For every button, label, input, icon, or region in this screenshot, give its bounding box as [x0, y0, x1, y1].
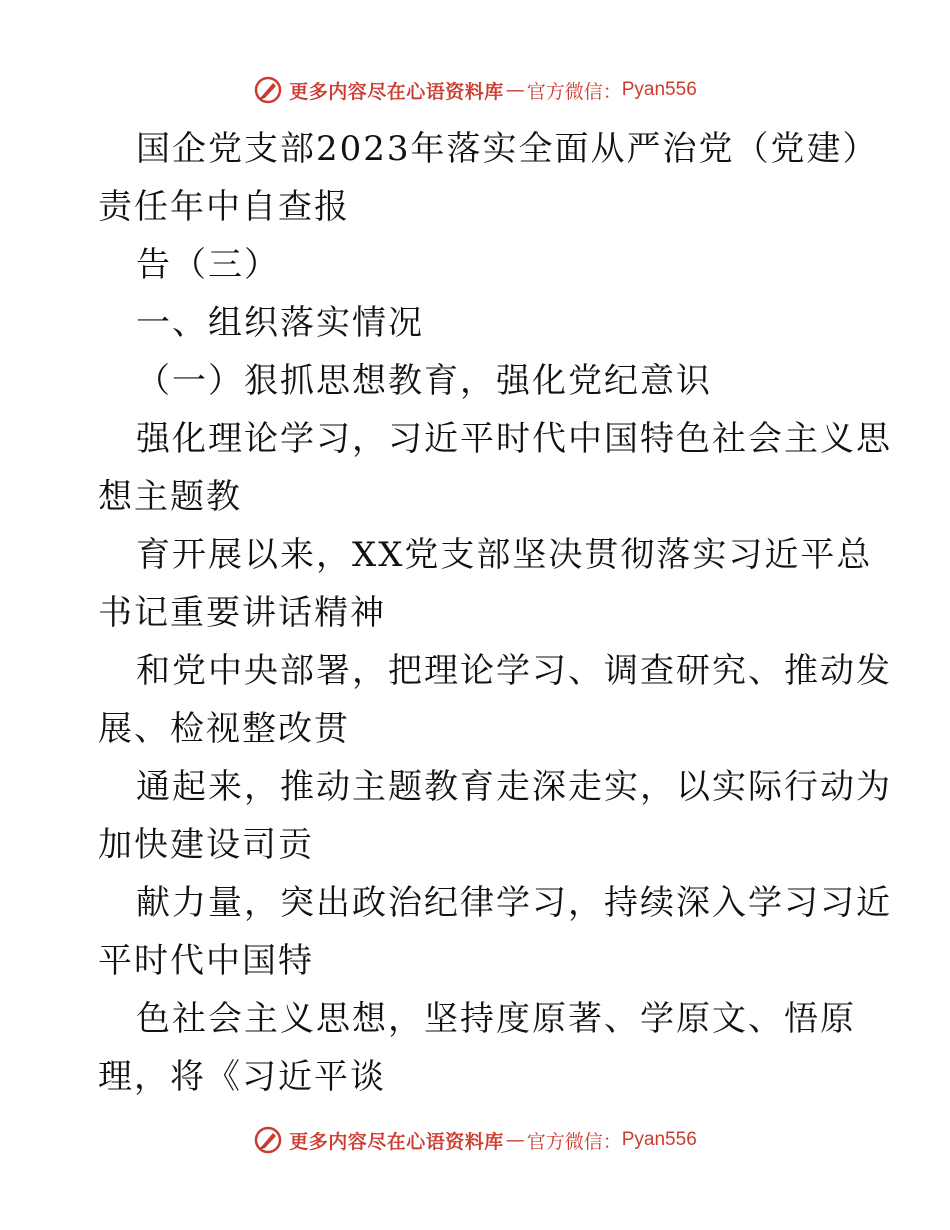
watermark-dash: — [505, 79, 525, 101]
watermark-wechat-id: Pyan556 [621, 79, 697, 100]
subsection-heading: （一）狠抓思想教育，强化党纪意识 [136, 361, 712, 401]
pen-logo-icon [253, 1125, 283, 1155]
title-line-1: 国企党支部2023年落实全面从严治党（党建） [136, 129, 879, 169]
watermark-wechat-id: Pyan556 [621, 1129, 697, 1150]
paragraph-line: 理，将《习近平谈 [98, 1057, 386, 1097]
paragraph-line: 通起来，推动主题教育走深走实，以实际行动为 [136, 767, 892, 807]
watermark-wechat-label: 官方微信： [526, 1130, 622, 1153]
paragraph-line: 展、检视整改贯 [98, 709, 350, 749]
section-heading: 一、组织落实情况 [136, 303, 424, 343]
document-body [98, 120, 892, 1106]
title-line-3: 告（三） [136, 245, 280, 285]
paragraph-line: 书记重要讲话精神 [98, 593, 386, 633]
paragraph-line: 育开展以来，XX党支部坚决贯彻落实习近平总 [136, 535, 873, 575]
paragraph-line: 强化理论学习，习近平时代中国特色社会主义思 [136, 419, 892, 459]
paragraph-line: 和党中央部署，把理论学习、调查研究、推动发 [136, 651, 892, 691]
watermark-wechat-label: 官方微信： [526, 80, 622, 103]
title-line-2: 责任年中自查报 [98, 187, 350, 227]
footer-watermark [0, 1120, 950, 1160]
paragraph-line: 献力量，突出政治纪律学习，持续深入学习习近 [136, 883, 892, 923]
watermark-text: 更多内容尽在心语资料库 [289, 80, 504, 103]
paragraph-line: 想主题教 [98, 477, 242, 517]
paragraph-line: 加快建设司贡 [98, 825, 314, 865]
pen-logo-icon [253, 75, 283, 105]
paragraph-line: 平时代中国特 [98, 941, 314, 981]
watermark-text: 更多内容尽在心语资料库 [289, 1130, 504, 1153]
watermark-dash: — [505, 1129, 525, 1151]
paragraph-line: 色社会主义思想，坚持度原著、学原文、悟原 [136, 999, 856, 1039]
header-watermark [0, 70, 950, 110]
